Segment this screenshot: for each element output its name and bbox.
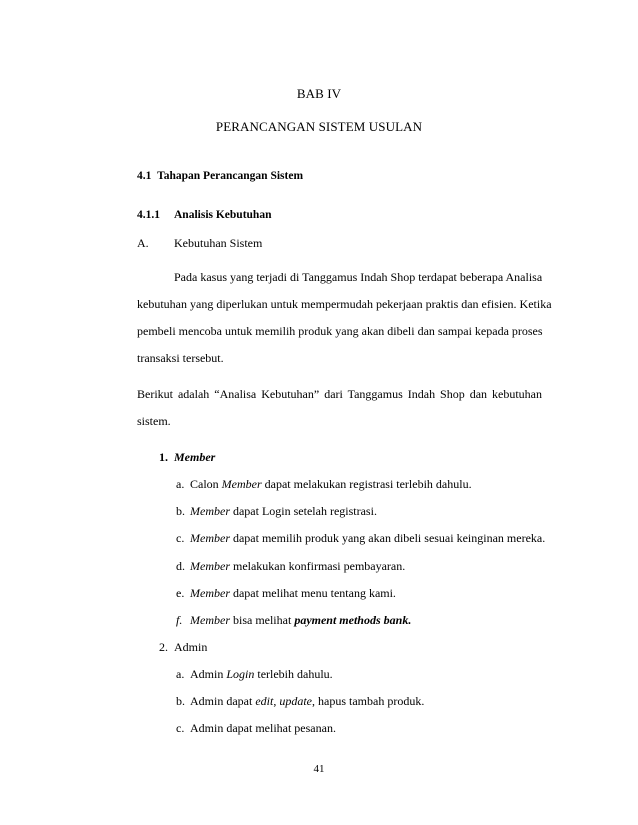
item-text: dapat memilih produk yang akan dibeli sesuai keinginan mereka.: [229, 531, 546, 545]
item-emphasis: Member: [190, 559, 230, 573]
item-text: bisa melihat: [229, 613, 295, 627]
item-marker: e.: [176, 586, 185, 600]
item-marker: b.: [176, 504, 185, 518]
item-marker: a.: [176, 667, 185, 681]
section-number: 4.1: [137, 170, 152, 182]
item-emphasis: Member: [190, 531, 230, 545]
item-emphasis-bold: payment methods bank.: [294, 613, 412, 627]
subheading-title: Kebutuhan Sistem: [174, 236, 263, 250]
member-item: [176, 559, 405, 574]
item-marker: d.: [176, 559, 185, 573]
paragraph1-line-4: transaksi tersebut.: [137, 351, 224, 365]
item-text: terlebih dahulu.: [254, 667, 333, 681]
item-emphasis: edit: [255, 694, 274, 708]
subheading-letter: A.: [137, 236, 149, 250]
member-item: [176, 586, 396, 601]
member-item: [176, 613, 411, 628]
member-item: [176, 504, 377, 519]
member-number: 1.: [159, 450, 168, 464]
member-item: [176, 477, 472, 492]
item-emphasis: Member: [221, 477, 262, 491]
admin-title: Admin: [174, 640, 208, 654]
item-prefix: Admin dapat: [190, 694, 256, 708]
item-marker: c.: [176, 721, 185, 735]
member-title: Member: [174, 450, 216, 464]
section-heading: [137, 170, 303, 182]
page-number: 41: [313, 763, 325, 775]
item-emphasis: Member: [190, 586, 230, 600]
item-marker: c.: [176, 531, 185, 545]
item-prefix: Calon: [190, 477, 222, 491]
admin-item: [176, 721, 336, 736]
paragraph2-line-1: Berikut adalah “Analisa Kebutuhan” dari Tanggamus Indah Shop dan kebutuhan: [137, 387, 542, 401]
item-marker: a.: [176, 477, 185, 491]
paragraph1-line-1: Pada kasus yang terjadi di Tanggamus Indah Shop terdapat beberapa Analisa: [174, 270, 543, 284]
item-text: dapat melakukan registrasi terlebih dahulu.: [261, 477, 472, 491]
item-emphasis: update: [279, 694, 312, 708]
item-text: dapat Login setelah registrasi.: [229, 504, 377, 518]
item-text: melakukan konfirmasi pembayaran.: [229, 559, 406, 573]
section-title: Tahapan Perancangan Sistem: [157, 170, 304, 182]
paragraph2-line-2: sistem.: [137, 414, 171, 428]
admin-item: [176, 667, 333, 682]
chapter-title: PERANCANGAN SISTEM USULAN: [215, 119, 423, 134]
admin-item: [176, 694, 424, 709]
paragraph1-line-3: pembeli mencoba untuk memilih produk yang akan dibeli dan sampai kepada proses: [137, 324, 543, 338]
item-text: dapat melihat menu tentang kami.: [229, 586, 396, 600]
item-emphasis: Member: [190, 613, 230, 627]
item-emphasis: Login: [226, 667, 255, 681]
item-prefix: Admin dapat melihat pesanan.: [190, 721, 336, 735]
item-marker: f.: [176, 613, 183, 627]
item-separator: ,: [273, 694, 280, 708]
item-marker: b.: [176, 694, 185, 708]
member-item: [176, 531, 545, 546]
chapter-number: BAB IV: [296, 86, 342, 101]
item-text: , hapus tambah produk.: [312, 694, 425, 708]
admin-heading: [159, 640, 207, 655]
paragraph1-line-2: kebutuhan yang diperlukan untuk mempermudah pekerjaan praktis dan efisien. Ketika: [137, 297, 552, 311]
subsection-title: Analisis Kebutuhan: [174, 209, 272, 221]
item-emphasis: Member: [190, 504, 230, 518]
item-prefix: Admin: [190, 667, 227, 681]
admin-number: 2.: [159, 640, 168, 654]
subsection-number: 4.1.1: [137, 209, 160, 221]
member-heading: [159, 450, 215, 465]
